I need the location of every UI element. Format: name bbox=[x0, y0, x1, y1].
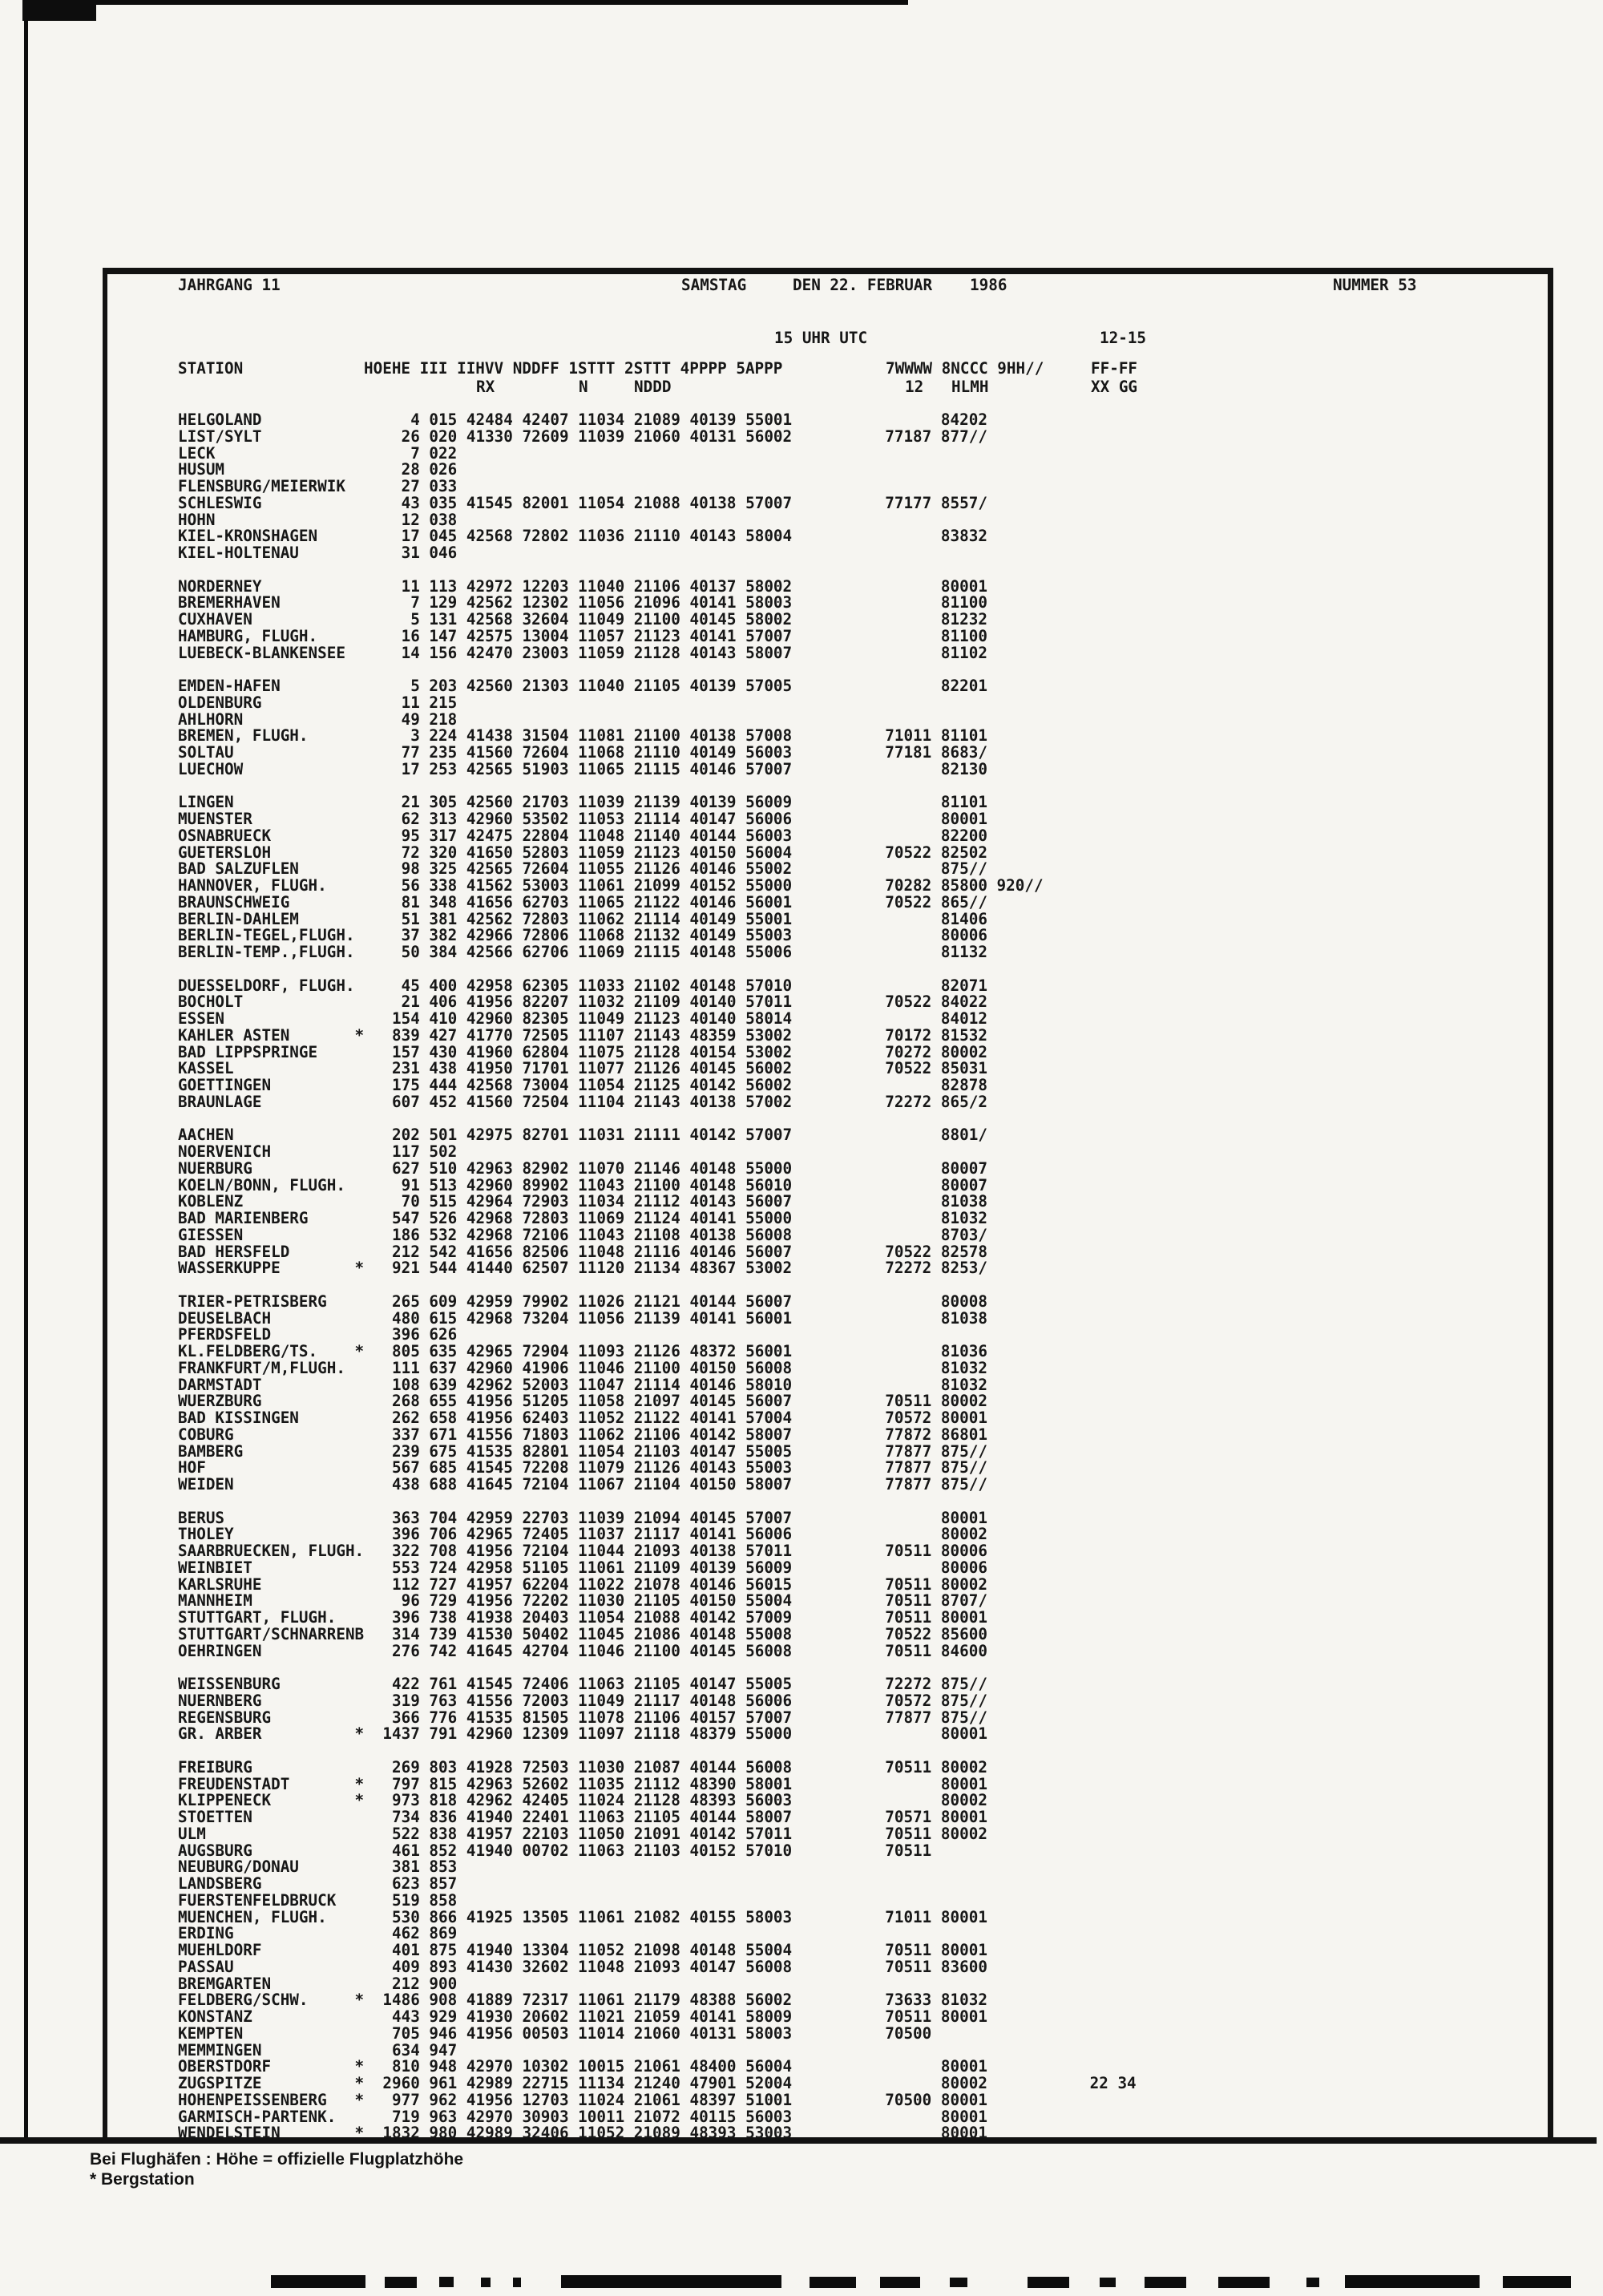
table-row: LINGEN 21 305 42560 21703 11039 21139 40139 56009 81101 bbox=[178, 793, 987, 812]
table-row: OBERSTDORF * 810 948 42970 10302 10015 21061 48400 56004 80001 bbox=[178, 2057, 987, 2076]
table-row: BAD MARIENBERG 547 526 42968 72803 11069 21124 40141 55000 81032 bbox=[178, 1209, 987, 1227]
table-row: LUEBECK-BLANKENSEE 14 156 42470 23003 11059 21128 40143 58007 81102 bbox=[178, 643, 987, 662]
table-row: FLENSBURG/MEIERWIK 27 033 bbox=[178, 477, 458, 495]
table-row: DEUSELBACH 480 615 42968 73204 11056 21139 40141 56001 81038 bbox=[178, 1308, 987, 1328]
col-header-main-groups: HOEHE III IIHVV NDDFF 1STTT 2STTT 4PPPP 5APPP bbox=[364, 359, 783, 378]
table-row: BAD KISSINGEN 262 658 41956 62403 11052 21122 40141 57004 70572 80001 bbox=[178, 1409, 987, 1427]
table-row: NUERNBERG 319 763 41556 72003 11049 21117 40148 56006 70572 875// bbox=[178, 1691, 987, 1710]
table-row: BERUS 363 704 42959 22703 11039 21094 40145 57007 80001 bbox=[178, 1508, 987, 1527]
col-header-xxgg: XX GG bbox=[1091, 378, 1138, 396]
table-row: HOF 567 685 41545 72208 11079 21126 40143 55003 77877 875// bbox=[178, 1458, 987, 1477]
table-row: FREIBURG 269 803 41928 72503 11030 21087 40144 56008 70511 80002 bbox=[178, 1757, 987, 1777]
table-row: MUEHLDORF 401 875 41940 13304 11052 21098 40148 55004 70511 80001 bbox=[178, 1941, 987, 1959]
table-row: LECK 7 022 bbox=[178, 443, 458, 463]
table-row: WUERZBURG 268 655 41956 51205 11058 21097 40145 56007 70511 80002 bbox=[178, 1392, 987, 1411]
table-row: MANNHEIM 96 729 41956 72202 11030 21105 40150 55004 70511 8707/ bbox=[178, 1591, 987, 1611]
table-row: FRANKFURT/M,FLUGH. 111 637 42960 41906 11046 21100 40150 56008 81032 bbox=[178, 1358, 987, 1377]
table-row: STUTTGART, FLUGH. 396 738 41938 20403 11054 21088 40142 57009 70511 80001 bbox=[178, 1608, 987, 1627]
table-row: SAARBRUECKEN, FLUGH. 322 708 41956 72104 11044 21093 40138 57011 70511 80006 bbox=[178, 1542, 987, 1560]
table-row: FREUDENSTADT * 797 815 42963 52602 11035 21112 48390 58001 80001 bbox=[178, 1774, 987, 1793]
table-row: REGENSBURG 366 776 41535 81505 11078 21106 40157 57007 77877 875// bbox=[178, 1708, 987, 1727]
table-row: HANNOVER, FLUGH. 56 338 41562 53003 11061 21099 40152 55000 70282 85800 920// bbox=[178, 876, 1044, 895]
table-row: KARLSRUHE 112 727 41957 62204 11022 21078 40146 56015 70511 80002 bbox=[178, 1574, 987, 1594]
table-row: GUETERSLOH 72 320 41650 52803 11059 21123 40150 56004 70522 82502 bbox=[178, 843, 987, 862]
table-row: BERLIN-TEMP.,FLUGH. 50 384 42566 62706 11069 21115 40148 55006 81132 bbox=[178, 943, 987, 961]
table-row: NEUBURG/DONAU 381 853 bbox=[178, 1857, 458, 1877]
observation-period: 12-15 bbox=[1100, 329, 1147, 347]
col-header-station: STATION bbox=[178, 359, 244, 378]
table-row: LIST/SYLT 26 020 41330 72609 11039 21060 40131 56002 77187 877// bbox=[178, 426, 987, 446]
table-row: COBURG 337 671 41556 71803 11062 21106 40142 58007 77872 86801 bbox=[178, 1425, 987, 1444]
table-row: BREMEN, FLUGH. 3 224 41438 31504 11081 21100 40138 57008 71011 81101 bbox=[178, 726, 987, 746]
table-row: BAMBERG 239 675 41535 82801 11054 21103 40147 55005 77877 875// bbox=[178, 1441, 987, 1461]
table-row: BREMERHAVEN 7 129 42562 12302 11056 21096 40141 58003 81100 bbox=[178, 593, 987, 612]
masthead-weekday: SAMSTAG bbox=[681, 276, 747, 294]
table-row: STOETTEN 734 836 41940 22401 11063 21105 40144 58007 70571 80001 bbox=[178, 1808, 987, 1826]
table-row: OLDENBURG 11 215 bbox=[178, 693, 458, 712]
table-row: LANDSBERG 623 857 bbox=[178, 1874, 458, 1893]
table-block-gap bbox=[178, 1494, 1137, 1510]
table-row: BRAUNSCHWEIG 81 348 41656 62703 11065 21122 40146 56001 70522 865// bbox=[178, 892, 987, 912]
table-row: HOHN 12 038 bbox=[178, 510, 458, 529]
table-row: SOLTAU 77 235 41560 72604 11068 21110 40149 56003 77181 8683/ bbox=[178, 743, 987, 762]
table-row: FELDBERG/SCHW. * 1486 908 41889 72317 11061 21179 48388 56002 73633 81032 bbox=[178, 1991, 987, 2010]
table-row: BAD SALZUFLEN 98 325 42565 72604 11055 21126 40146 55002 875// bbox=[178, 859, 987, 879]
table-row: NOERVENICH 117 502 bbox=[178, 1142, 458, 1161]
table-row: EMDEN-HAFEN 5 203 42560 21303 11040 21105 40139 57005 82201 bbox=[178, 677, 987, 695]
table-block-gap bbox=[178, 778, 1137, 795]
table-row: DARMSTADT 108 639 42962 52003 11047 21114 40146 58010 81032 bbox=[178, 1375, 987, 1394]
table-row: WASSERKUPPE * 921 544 41440 62507 11120 21134 48367 53002 72272 8253/ bbox=[178, 1259, 987, 1278]
table-row: KIEL-HOLTENAU 31 046 bbox=[178, 544, 458, 562]
scan-artifact-top-streak bbox=[22, 0, 908, 5]
table-block-gap bbox=[178, 1743, 1137, 1760]
table-row: BOCHOLT 21 406 41956 82207 11032 21109 40140 57011 70522 84022 bbox=[178, 992, 987, 1012]
table-row: AUGSBURG 461 852 41940 00702 11063 21103 40152 57010 70511 bbox=[178, 1841, 932, 1860]
table-row: SCHLESWIG 43 035 41545 82001 11054 21088 40138 57007 77177 8557/ bbox=[178, 493, 987, 512]
table-row: GR. ARBER * 1437 791 42960 12309 11097 21118 48379 55000 80001 bbox=[178, 1724, 987, 1744]
table-block-gap bbox=[178, 562, 1137, 579]
table-row: WEIDEN 438 688 41645 72104 11067 21104 40150 58007 77877 875// bbox=[178, 1475, 987, 1494]
footnote-bergstation: * Bergstation bbox=[90, 2170, 195, 2189]
table-row: WEINBIET 553 724 42958 51105 11061 21109 40139 56009 80006 bbox=[178, 1558, 987, 1577]
table-block-gap bbox=[178, 1111, 1137, 1128]
table-row: KOBLENZ 70 515 42964 72903 11034 21112 40143 56007 81038 bbox=[178, 1192, 987, 1211]
masthead-nummer: NUMMER 53 bbox=[1333, 276, 1417, 294]
table-row: BAD LIPPSPRINGE 157 430 41960 62804 11075 21128 40154 53002 70272 80002 bbox=[178, 1042, 987, 1061]
col-header-nddd: NDDD bbox=[634, 378, 672, 396]
table-row: HELGOLAND 4 015 42484 42407 11034 21089 40139 55001 84202 bbox=[178, 410, 987, 429]
col-header-n: N bbox=[579, 378, 588, 396]
table-row: KIEL-KRONSHAGEN 17 045 42568 72802 11036 21110 40143 58004 83832 bbox=[178, 527, 987, 546]
table-row: MEMMINGEN 634 947 bbox=[178, 2040, 458, 2060]
station-table bbox=[178, 412, 1137, 2142]
table-row: KEMPTEN 705 946 41956 00503 11014 21060 40131 58003 70500 bbox=[178, 2023, 932, 2043]
table-row: BREMGARTEN 212 900 bbox=[178, 1974, 458, 1993]
table-row: PASSAU 409 893 41430 32602 11048 21093 40147 56008 70511 83600 bbox=[178, 1957, 987, 1976]
table-row: NORDERNEY 11 113 42972 12203 11040 21106 40137 58002 80001 bbox=[178, 576, 987, 596]
table-row: KL.FELDBERG/TS. * 805 635 42965 72904 11093 21126 48372 56001 81036 bbox=[178, 1342, 987, 1360]
table-block-gap bbox=[178, 1659, 1137, 1676]
table-row: HOHENPEISSENBERG * 977 962 41956 12703 11024 21061 48397 51001 70500 80001 bbox=[178, 2090, 987, 2109]
col-header-ff: FF-FF bbox=[1091, 359, 1138, 378]
col-header-12: 12 bbox=[905, 378, 924, 396]
table-row: GIESSEN 186 532 42968 72106 11043 21108 40138 56008 8703/ bbox=[178, 1225, 987, 1244]
table-row: KAHLER ASTEN * 839 427 41770 72505 11107 21143 48359 53002 70172 81532 bbox=[178, 1025, 987, 1045]
table-row: OEHRINGEN 276 742 41645 42704 11046 21100 40145 56008 70511 84600 bbox=[178, 1641, 987, 1660]
table-row: KASSEL 231 438 41950 71701 11077 21126 40145 56002 70522 85031 bbox=[178, 1059, 987, 1078]
masthead-jahrgang: JAHRGANG 11 bbox=[178, 276, 281, 294]
col-header-rx: RX bbox=[476, 378, 495, 396]
table-row: ERDING 462 869 bbox=[178, 1924, 458, 1943]
table-row: ZUGSPITZE * 2960 961 42989 22715 11134 21240 47901 52004 80002 22 34 bbox=[178, 2074, 1137, 2092]
table-row: KOELN/BONN, FLUGH. 91 513 42960 89902 11043 21100 40148 56010 80007 bbox=[178, 1175, 987, 1194]
table-row: GARMISCH-PARTENK. 719 963 42970 30903 10011 21072 40115 56003 80001 bbox=[178, 2107, 987, 2126]
table-row: BERLIN-TEGEL,FLUGH. 37 382 42966 72806 11068 21132 40149 55003 80006 bbox=[178, 926, 987, 945]
table-row: HAMBURG, FLUGH. 16 147 42575 13004 11057 21123 40141 57007 81100 bbox=[178, 626, 987, 645]
table-row: KLIPPENECK * 973 818 42962 42405 11024 21128 48393 56003 80002 bbox=[178, 1791, 987, 1810]
footnote-airport-height: Bei Flughäfen : Höhe = offizielle Flugplatzhöhe bbox=[90, 2150, 464, 2169]
table-row: THOLEY 396 706 42965 72405 11037 21117 40141 56006 80002 bbox=[178, 1525, 987, 1544]
table-row: WENDELSTEIN * 1832 980 42989 32406 11052 21089 48393 53003 80001 bbox=[178, 2124, 987, 2143]
table-row: NUERBURG 627 510 42963 82902 11070 21146 40148 55000 80007 bbox=[178, 1158, 987, 1178]
table-block-gap bbox=[178, 961, 1137, 978]
observation-time: 15 UHR UTC bbox=[774, 329, 868, 347]
table-row: OSNABRUECK 95 317 42475 22804 11048 21140 40144 56003 82200 bbox=[178, 826, 987, 845]
table-row: WEISSENBURG 422 761 41545 72406 11063 21105 40147 55005 72272 875// bbox=[178, 1675, 987, 1693]
table-row: AACHEN 202 501 42975 82701 11031 21111 40142 57007 8801/ bbox=[178, 1126, 987, 1145]
table-row: AHLHORN 49 218 bbox=[178, 709, 458, 729]
table-row: ESSEN 154 410 42960 82305 11049 21123 40140 58014 84012 bbox=[178, 1009, 987, 1028]
table-row: STUTTGART/SCHNARRENB 314 739 41530 50402 11045 21086 40148 55008 70522 85600 bbox=[178, 1624, 987, 1643]
table-row: ULM 522 838 41957 22103 11050 21091 40142 57011 70511 80002 bbox=[178, 1824, 987, 1843]
table-row: DUESSELDORF, FLUGH. 45 400 42958 62305 11033 21102 40148 57010 82071 bbox=[178, 976, 987, 995]
table-row: PFERDSFELD 396 626 bbox=[178, 1325, 458, 1344]
table-row: TRIER-PETRISBERG 265 609 42959 79902 11026 21121 40144 56007 80008 bbox=[178, 1292, 987, 1311]
table-row: CUXHAVEN 5 131 42568 32604 11049 21100 40145 58002 81232 bbox=[178, 610, 987, 629]
table-row: GOETTINGEN 175 444 42568 73004 11054 21125 40142 56002 82878 bbox=[178, 1076, 987, 1094]
scan-artifact-left-edge-line bbox=[24, 19, 28, 2140]
table-block-gap bbox=[178, 661, 1137, 678]
table-row: FUERSTENFELDBRUCK 519 858 bbox=[178, 1890, 458, 1910]
table-row: BERLIN-DAHLEM 51 381 42562 72803 11062 21114 40149 55001 81406 bbox=[178, 909, 987, 928]
masthead-date: DEN 22. FEBRUAR bbox=[793, 276, 933, 294]
table-row: KONSTANZ 443 929 41930 20602 11021 21059 40141 58009 70511 80001 bbox=[178, 2007, 987, 2026]
masthead-year: 1986 bbox=[970, 276, 1007, 294]
table-row: MUENSTER 62 313 42960 53502 11053 21114 40147 56006 80001 bbox=[178, 810, 987, 828]
table-row: BAD HERSFELD 212 542 41656 82506 11048 21116 40146 56007 70522 82578 bbox=[178, 1242, 987, 1261]
col-header-right-groups: 7WWWW 8NCCC 9HH// bbox=[886, 359, 1044, 378]
col-header-hlmh: HLMH bbox=[951, 378, 989, 396]
table-row: BRAUNLAGE 607 452 41560 72504 11104 21143 40138 57002 72272 865/2 bbox=[178, 1092, 987, 1111]
table-row: HUSUM 28 026 bbox=[178, 460, 458, 479]
table-row: MUENCHEN, FLUGH. 530 866 41925 13505 11061 21082 40155 58003 71011 80001 bbox=[178, 1907, 987, 1926]
table-block-gap bbox=[178, 1277, 1137, 1294]
table-row: LUECHOW 17 253 42565 51903 11065 21115 40146 57007 82130 bbox=[178, 759, 987, 778]
